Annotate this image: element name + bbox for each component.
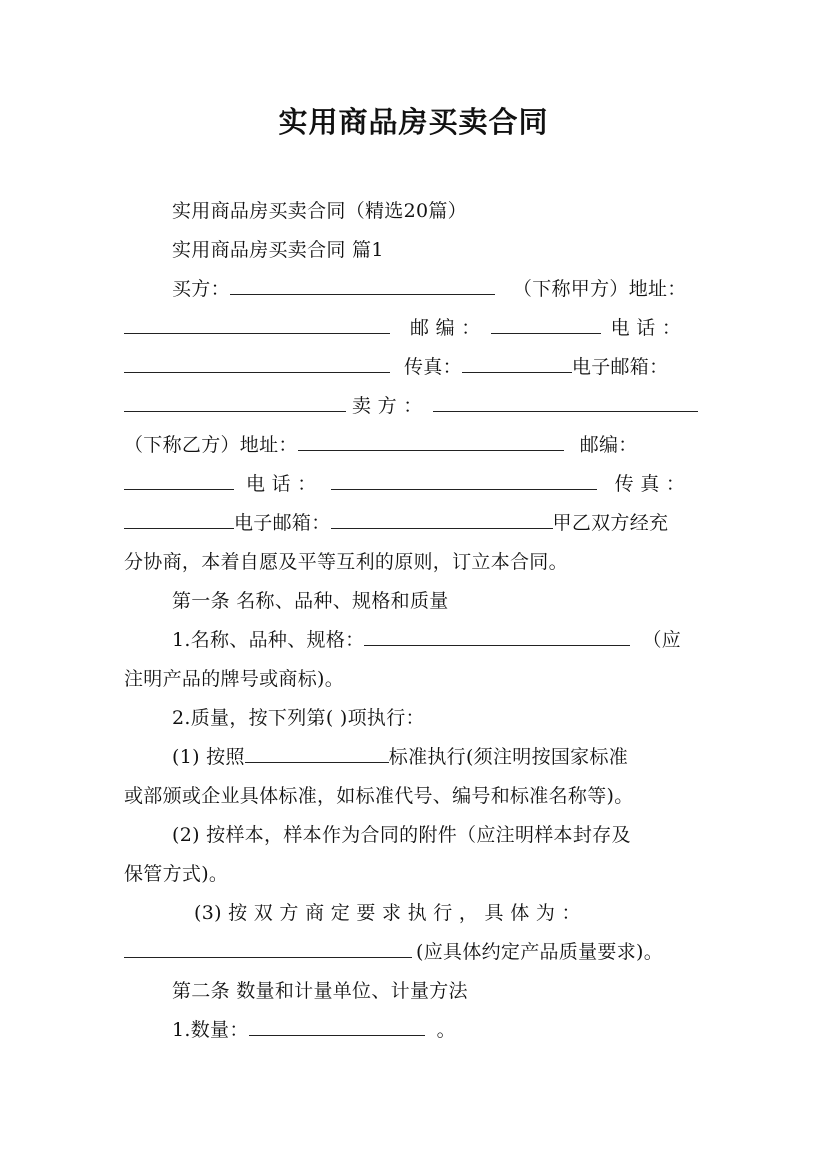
text-segment: 实用商品房买卖合同（精选20篇）	[172, 200, 467, 222]
seller-address-line	[124, 432, 638, 458]
text-segment: 分协商，本着自愿及平等互利的原则，订立本合同。	[124, 551, 568, 573]
buyer-blank	[230, 276, 495, 295]
article-heading	[172, 588, 449, 614]
fax-label: 传真：	[404, 356, 462, 378]
postcode-label: 邮 编 ：	[410, 317, 481, 339]
spec-blank	[364, 627, 630, 646]
subtitle-line	[172, 198, 467, 224]
text-segment: 或部颁或企业具体标准，如标准代号、编号和标准名称等)。	[124, 785, 634, 807]
seller-email-blank	[331, 510, 553, 529]
phone-blank	[124, 354, 390, 373]
clause-line	[172, 705, 425, 731]
seller-postcode-blank	[124, 471, 234, 490]
seller-line	[124, 393, 698, 419]
postcode-line	[124, 315, 681, 341]
standard-blank	[245, 744, 389, 763]
email-blank	[124, 393, 346, 412]
document-title: 实用商品房买卖合同	[278, 105, 549, 139]
quality-blank	[124, 939, 412, 958]
email-label: 电子邮箱：	[571, 356, 669, 378]
text-segment: (2) 按样本，样本作为合同的附件（应注明样本封存及	[172, 824, 631, 846]
seller-phone-label: 电 话 ：	[246, 473, 317, 495]
seller-address-label: （下称乙方）地址：	[124, 434, 298, 456]
text-segment: 1.数量：	[172, 1019, 249, 1041]
seller-fax-blank	[124, 510, 234, 529]
seller-email-line	[124, 510, 668, 536]
address-blank	[124, 315, 390, 334]
text-segment: 注明产品的牌号或商标)。	[124, 668, 345, 690]
paragraph-line	[124, 783, 634, 809]
text-segment: 。	[436, 1019, 456, 1041]
seller-phone-blank	[331, 471, 597, 490]
text-segment: 2.质量，按下列第( )项执行：	[172, 707, 425, 729]
paragraph-line	[124, 939, 663, 965]
seller-phone-line	[124, 471, 685, 497]
seller-label: 卖 方 ：	[352, 395, 423, 417]
postcode-blank	[491, 315, 601, 334]
buyer-label: 买方：	[172, 278, 230, 300]
text-segment: 标准执行(须注明按国家标准	[388, 746, 629, 768]
text-segment: (应具体约定产品质量要求)。	[416, 941, 664, 963]
clause-line	[172, 1017, 456, 1043]
fax-blank	[462, 354, 572, 373]
fax-line	[124, 354, 668, 380]
text-segment: 第一条 名称、品种、规格和质量	[172, 590, 449, 612]
seller-blank	[433, 393, 698, 412]
text-segment: 1.名称、品种、规格：	[172, 629, 365, 651]
buyer-line	[172, 276, 687, 302]
text-segment: (1) 按照	[172, 746, 245, 768]
seller-email-label: 电子邮箱：	[234, 512, 331, 534]
quantity-blank	[249, 1017, 425, 1036]
text-segment: （应	[642, 629, 682, 651]
text-segment: 第二条 数量和计量单位、计量方法	[172, 980, 468, 1002]
text-segment: 保管方式)。	[124, 863, 229, 885]
paragraph-line	[124, 861, 228, 887]
article-heading	[172, 978, 468, 1004]
clause-line	[172, 822, 631, 848]
seller-fax-label: 传 真 ：	[614, 473, 686, 495]
address-label: （下称甲方）地址：	[512, 278, 687, 300]
paragraph-line	[124, 549, 568, 575]
section-heading	[172, 237, 384, 263]
seller-postcode-label: 邮编：	[579, 434, 638, 456]
clause-line	[172, 627, 681, 653]
paragraph-line	[124, 666, 344, 692]
phone-label: 电 话 ：	[610, 317, 682, 339]
seller-address-blank	[298, 432, 564, 451]
text-segment: 实用商品房买卖合同 篇1	[172, 239, 384, 261]
text-segment: 甲乙双方经充	[552, 512, 669, 534]
clause-line	[172, 744, 628, 770]
text-segment: (3) 按 双 方 商 定 要 求 执 行 ， 具 体 为 ：	[194, 902, 581, 924]
clause-line	[194, 900, 581, 926]
